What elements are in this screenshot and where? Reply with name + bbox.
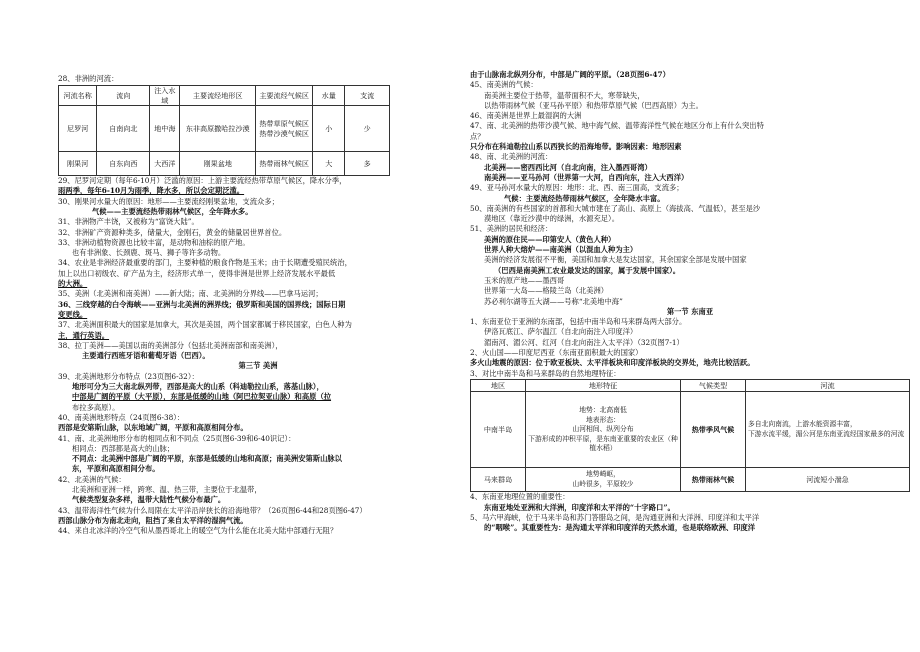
table-row (59, 106, 390, 152)
text-line: 4、东南亚地理位置的重要性： (470, 492, 570, 502)
text-line: 只分布在科迪勒拉山系以西狭长的沿海地带。影响因素：地形因素 (470, 142, 682, 152)
table-cell: 少 (345, 106, 390, 152)
table-cell: 刚果河 (59, 152, 97, 176)
southeast-asia-table (470, 379, 910, 492)
table-cell: 热带季风气候 (681, 392, 746, 468)
text-line: 世界第一大岛——格陵兰岛（北美洲） (484, 286, 609, 296)
text-line: 东，平原和高原相间分布。 (72, 464, 160, 474)
text-line: 点？ (470, 131, 485, 141)
text-line: 32、非洲矿产资源种类多，储量大，金刚石，黄金的储量居世界首位。 (58, 227, 287, 237)
table-cell: 热带雨林气候区 (256, 152, 313, 176)
question-28: 28、非洲的河流： (58, 74, 119, 83)
text-line: 44、来自北冰洋的冷空气和从墨西哥北上的暖空气为什么能在北美大陆中部通行无阻？ (58, 526, 338, 536)
text-line: 玉米的原产地——墨西哥 (484, 275, 565, 285)
text-line: 漠地区（靠近沙漠中的绿洲，水源充足）。 (484, 214, 619, 224)
text-line: 主要通行西班牙语和葡萄牙语（巴西）。 (82, 351, 210, 361)
table-cell: 地中海 (150, 106, 180, 152)
text-line: 45、南美洲的气候： (470, 80, 538, 90)
table-cell: 大 (313, 152, 345, 176)
section-title: 第三节 美洲 (238, 361, 278, 371)
table-cell: 东非高原撒哈拉沙漠 (180, 106, 256, 152)
table-cell: 河流短小湍急 (746, 468, 910, 492)
text-line: 气候：主要流经热带雨林气候区，全年降水丰富。 (504, 193, 665, 203)
text-line: 37、北美洲面积最大的国家是加拿大，其次是美国，两个国家都属于移民国家，白色人种为 (58, 320, 352, 330)
text-line: 美洲的原住民——印第安人（黄色人种） (484, 234, 616, 244)
text-line: 46、南美洲是世界上最湿润的大洲 (470, 111, 582, 121)
chapter-title: 第一节 东南亚 (666, 306, 714, 316)
text-line: 33、非洲动植物资源也比较丰富，是动物和油棕的原产地。 (58, 237, 250, 247)
text-line: 由于山脉南北纵列分布，中部是广阔的平原。（28页图6-47） (470, 70, 670, 79)
text-line: 43、温带海洋性气候为什么局限在太平洋沿岸狭长的沿海地带？（26页图6-44和28页图6-47） (58, 505, 367, 515)
table-cell: 小 (313, 106, 345, 152)
text-line: 加上以出口初级农、矿产品为主，经济形式单一，使得非洲是世界上经济发展水平最低 (58, 268, 336, 278)
table-header-row (471, 379, 910, 391)
table-row (59, 152, 390, 176)
table-cell: 尼罗河 (59, 106, 97, 152)
africa-rivers-table (58, 85, 390, 176)
text-line: 西部是安第斯山脉，以东地域广阔，平原和高原相间分布。 (58, 423, 248, 433)
text-line: 29、尼罗河定期（每年6-10月）泛滥的原因：上游主要流经热带草原气候区，降水分季， (58, 176, 347, 186)
header-cell: 地形特征 (526, 379, 681, 391)
table-cell: 中南半岛 (471, 392, 526, 468)
text-line: 39、北美洲地形分布特点（23页图6-32）： (58, 371, 199, 381)
text-line: 世界人种大熔炉——南美洲（以混血人种为主） (484, 245, 638, 255)
table-row (471, 392, 910, 468)
text-line: 2、火山国——印度尼西亚（东南亚面积最大的国家） (470, 348, 643, 358)
text-line: 南美洲主要位于热带，温带面积不大，寒带缺失， (484, 90, 645, 100)
text-line: 多火山地震的原因：位于欧亚板块、太平洋板块和印度洋板块的交界处，地壳比较活跃。 (470, 358, 755, 368)
text-line: 47、南、北美洲的热带沙漠气候、地中海气候、温带海洋性气候在地区分布上有什么突出特 (470, 121, 764, 131)
header-cell: 地区 (471, 379, 526, 391)
text-line: 40、南美洲地形特点（24页图6-38）： (58, 412, 185, 422)
text-line: 38、拉丁美洲——美国以南的美洲部分（包括北美洲南部和南美洲）， (58, 340, 283, 350)
text-line: 湄南河、湄公河、红河（自北向南注入太平洋）（32页图7-1） (484, 337, 684, 347)
text-line: 苏必利尔湖等五大湖——号称“北美地中海” (484, 296, 623, 306)
text-line: 5、马六甲海峡，位于马来半岛和苏门答腊岛之间，是沟通亚洲和大洋洲、印度洋和太平洋 (470, 512, 760, 522)
text-line: 48、南、北美洲的河流： (470, 152, 553, 162)
text-line: 气候类型复杂多样，温带大陆性气候分布最广。 (72, 495, 226, 505)
table-cell: 热带雨林气候 (681, 468, 746, 492)
table-header-row (59, 86, 390, 106)
text-line: 地形可分为三大南北纵列带，西部是高大的山系（科迪勒拉山系，落基山脉）， (72, 382, 324, 392)
text-line: 51、美洲的居民和经济： (470, 224, 553, 234)
text-line: 的“咽喉”。其重要性为：是沟通太平洋和印度洋的天然水道，也是联络欧洲、印度洋 (484, 523, 756, 533)
text-line: 伊洛瓦底江、萨尔温江（自北向南注入印度洋） (484, 327, 638, 337)
header-cell: 流向 (97, 86, 150, 106)
table-row (471, 468, 910, 492)
text-line: 50、南美洲的有些国家的首都和大城市建在了高山、高原上（海拔高、气温低），甚至是沙 (470, 203, 761, 213)
text-line: 35、美洲（北美洲和南美洲）——新大陆；南、北美洲的分界线——巴拿马运河； (58, 289, 323, 299)
table-cell: 大西洋 (150, 152, 180, 176)
table-cell: 多 (345, 152, 390, 176)
table-cell: 热带草原气候区热带沙漠气候区 (256, 106, 313, 152)
header-cell: 气候类型 (681, 379, 746, 391)
text-line: 主，通行英语。 (58, 330, 110, 340)
table-cell: 多自北向南流，上游水能资源丰富， 下游水流平缓，湄公河是东南亚流经国家最多的河流 (746, 392, 910, 468)
text-line: 美洲的经济发展很不平衡，美国和加拿大是发达国家，其余国家全部是发展中国家 (484, 255, 747, 265)
text-line: 北美洲和亚洲一样，跨寒、温、热三带，主要位于北温带， (72, 485, 262, 495)
text-line: 西部山脉分布为南北走向，阻挡了来自太平洋的湿润气流。 (58, 515, 248, 525)
text-line: 3、对比中南半岛和马来群岛的自然地理特征： (470, 368, 621, 378)
header-cell: 主要流经地形区 (180, 86, 256, 106)
table-cell: 自东向西 (97, 152, 150, 176)
table-cell: 地势：北高南低 地表形态： 山河相间、纵列分布 下游形成的冲积平原，是东南亚重要的农业区（种植水稻） (526, 392, 681, 468)
header-cell: 河流名称 (59, 86, 97, 106)
table-cell: 地势崎岖， 山岭很多，平原较少 (526, 468, 681, 492)
text-line: 36、三线穿越的白令海峡——亚洲与北美洲的洲界线；俄罗斯和美国的国界线；国际日期 (58, 299, 346, 309)
right-column (470, 70, 910, 534)
text-line: 也有非洲象、长颈鹿、斑马、狮子等许多动物。 (72, 248, 226, 258)
text-line: 不同点：北美洲中部是广阔的平原，东部是低缓的山地和高原；南美洲安第斯山脉以 (72, 454, 342, 464)
table-cell: 刚果盆地 (180, 152, 256, 176)
left-column (58, 74, 458, 537)
text-line: 布拉多高原）。 (72, 402, 120, 412)
text-line: 31、非洲物产丰饶，又被称为“富饶大陆”。 (58, 217, 199, 227)
table-cell: 自南向北 (97, 106, 150, 152)
table-cell: 马来群岛 (471, 468, 526, 492)
text-line: 的大洲。 (58, 279, 88, 289)
header-cell: 注入水域 (150, 86, 180, 106)
header-cell: 水量 (313, 86, 345, 106)
header-cell: 河流 (746, 379, 910, 391)
text-line: 北美洲——密西西比河（自北向南，注入墨西哥湾） (484, 162, 652, 172)
text-line: 34、农业是非洲经济最重要的部门，主要种植的粮食作物是玉米；由于长期遭受殖民统治， (58, 258, 352, 268)
text-line: 雨两季，每年6-10月为雨季，降水多，所以会定期泛滥。 (58, 186, 245, 196)
header-cell: 主要流经气候区 (256, 86, 313, 106)
text-line: 变更线。 (58, 309, 88, 319)
text-line: 气候——主要流经热带雨林气候区，全年降水多。 (92, 207, 253, 216)
text-line: （巴西是南美洲工农业最发达的国家，属于发展中国家）。 (494, 265, 681, 275)
text-line: 41、南、北美洲地形分布的相同点和不同点（25页图6-39和6-40识记）： (58, 433, 296, 443)
text-line: 中部是广阔的平原（大平原），东部是低缓的山地（阿巴拉契亚山脉）和高原（拉 (72, 392, 332, 402)
text-line: 30、刚果河水量大的原因：地形——主要流经刚果盆地，支流众多； (58, 196, 279, 206)
text-line: 以热带雨林气候（亚马孙平原）和热带草原气候（巴西高原）为主。 (484, 100, 703, 110)
text-line: 相同点：西部都是高大的山脉； (72, 443, 175, 453)
text-line: 东南亚地处亚洲和大洋洲，印度洋和太平洋的“十字路口”。 (484, 502, 675, 512)
header-cell: 支流 (345, 86, 390, 106)
text-line: 1、东南亚位于亚洲的东南部，包括中南半岛和马来群岛两大部分。 (470, 317, 687, 327)
text-line: 南美洲——亚马孙河（世界第一大河，自西向东，注入大西洋） (484, 172, 689, 182)
text-line: 49、亚马孙河水量大的原因：地形：北、西、南三面高，支流多； (470, 183, 684, 193)
text-line: 42、北美洲的气候： (58, 474, 126, 484)
